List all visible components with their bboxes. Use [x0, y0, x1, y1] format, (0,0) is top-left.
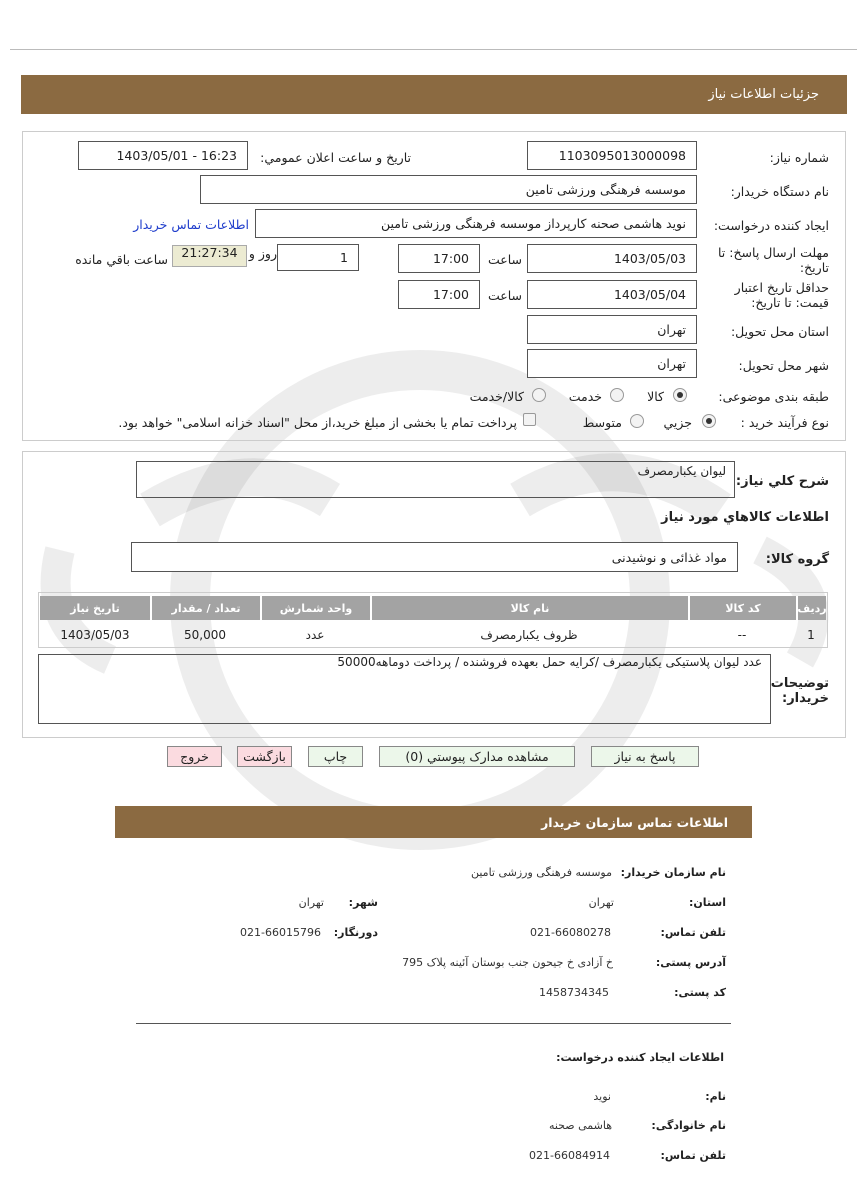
- buyer-org-field[interactable]: موسسه فرهنگی ورزشی تامین: [200, 175, 697, 204]
- contact-phone-label: تلفن تماس:: [660, 926, 726, 939]
- table-header-date: تاريخ نياز: [40, 596, 150, 620]
- print-button[interactable]: چاپ: [308, 746, 363, 767]
- validity-date-field[interactable]: 1403/05/04: [527, 280, 697, 309]
- table-cell-index: 1: [807, 628, 815, 642]
- province-field[interactable]: تهران: [527, 315, 697, 344]
- contact-header: [115, 806, 752, 838]
- buyer-notes-field[interactable]: عدد لیوان پلاستیکی یکبارمصرف /کرایه حمل بعهده فروشنده / پرداخت دوماهه50000: [38, 654, 771, 724]
- process-option-medium: متوسط: [582, 415, 622, 430]
- buyer-contact-link[interactable]: اطلاعات تماس خریدار: [133, 217, 249, 232]
- page-header: [21, 75, 847, 114]
- contact-postal-label: کد پستی:: [674, 986, 726, 999]
- category-radio-service[interactable]: [610, 388, 624, 402]
- table-cell-date: 1403/05/03: [60, 628, 130, 642]
- need-number-field[interactable]: 1103095013000098: [527, 141, 697, 170]
- buyer-org-label: نام دستگاه خریدار:: [730, 184, 829, 199]
- creator-field[interactable]: نوید هاشمی صحنه کارپرداز موسسه فرهنگی ورزشی تامین: [255, 209, 697, 238]
- process-radio-minor[interactable]: [702, 414, 716, 428]
- contact-province-label: استان:: [689, 896, 726, 909]
- contact-phone-value: 021-66080278: [530, 926, 611, 939]
- deadline-time-field[interactable]: 17:00: [398, 244, 480, 273]
- exit-button[interactable]: خروج: [167, 746, 222, 767]
- creator-family-label: نام خانوادگی:: [651, 1119, 726, 1132]
- validity-label: حداقل تاریخ اعتبار قیمت: تا تاریخ:: [734, 280, 829, 310]
- creator-label: ایجاد کننده درخواست:: [713, 218, 829, 233]
- days-label: روز و: [248, 246, 277, 261]
- table-cell-unit: عدد: [305, 628, 325, 642]
- category-label: طبقه بندی موضوعی:: [718, 389, 829, 404]
- table-header-name: نام كالا: [370, 596, 688, 620]
- creator-name-label: نام:: [705, 1090, 726, 1103]
- deadline-date-field[interactable]: 1403/05/03: [527, 244, 697, 273]
- city-field[interactable]: تهران: [527, 349, 697, 378]
- category-option-service: خدمت: [568, 389, 602, 404]
- need-number-label: شماره نیاز:: [769, 150, 829, 165]
- contact-address-value: خ آزادی خ جیحون جنب بوستان آئینه پلاک 795: [402, 956, 613, 969]
- contact-divider: [136, 1023, 731, 1024]
- creator-phone-label: تلفن تماس:: [660, 1149, 726, 1162]
- goods-section-title: اطلاعات كالاهاي مورد نياز: [661, 510, 829, 525]
- contact-org-value: موسسه فرهنگی ورزشی تامین: [470, 866, 612, 879]
- category-radio-both[interactable]: [532, 388, 546, 402]
- announce-field[interactable]: 1403/05/01 - 16:23: [78, 141, 248, 170]
- creator-info-title: اطلاعات ایجاد کننده درخواست:: [556, 1051, 724, 1064]
- top-divider: [10, 49, 857, 50]
- description-label: شرح كلي نياز:: [735, 474, 829, 489]
- remaining-time-field: 21:27:34: [172, 245, 247, 267]
- table-header-qty: تعداد / مقدار: [150, 596, 260, 620]
- remaining-label: ساعت باقي مانده: [75, 252, 168, 267]
- table-header-index: رديف: [796, 596, 826, 620]
- table-header-code: كد كالا: [688, 596, 796, 620]
- remaining-days-field[interactable]: 1: [277, 244, 359, 271]
- contact-title: اطلاعات تماس سازمان خریدار: [541, 814, 728, 830]
- creator-family-value: هاشمی صحنه: [548, 1119, 612, 1132]
- validity-time-field[interactable]: 17:00: [398, 280, 480, 309]
- description-field[interactable]: لیوان یکبارمصرف: [136, 461, 735, 498]
- attachments-button[interactable]: مشاهده مدارک پیوستي (0): [379, 746, 575, 767]
- deadline-time-label: ساعت: [487, 252, 522, 267]
- category-option-goods: کالا: [647, 389, 664, 404]
- buyer-notes-label: توضیحات خریدار:: [770, 676, 829, 706]
- table-cell-code: --: [737, 628, 747, 642]
- creator-phone-value: 021-66084914: [529, 1149, 610, 1162]
- goods-group-field[interactable]: مواد غذائی و نوشیدنی: [131, 542, 738, 572]
- contact-fax-value: 021-66015796: [240, 926, 321, 939]
- validity-time-label: ساعت: [487, 288, 522, 303]
- process-label: نوع فرآیند خرید :: [740, 415, 829, 430]
- contact-city-value: تهران: [298, 896, 324, 909]
- contact-postal-value: 1458734345: [539, 986, 609, 999]
- contact-fax-label: دورنگار:: [333, 926, 378, 939]
- goods-group-label: گروه كالا:: [765, 552, 829, 567]
- back-button[interactable]: بازگشت: [237, 746, 292, 767]
- table-cell-qty: 50,000: [184, 628, 226, 642]
- province-label: استان محل تحویل:: [730, 324, 829, 339]
- treasury-checkbox[interactable]: [523, 413, 536, 426]
- contact-province-value: تهران: [588, 896, 614, 909]
- contact-org-label: نام سازمان خریدار:: [620, 866, 726, 879]
- table-header-unit: واحد شمارش: [260, 596, 370, 620]
- process-option-minor: جزيي: [663, 415, 692, 430]
- announce-label: تاريخ و ساعت اعلان عمومي:: [260, 150, 411, 165]
- table-cell-name: ظروف یکبارمصرف: [480, 628, 578, 642]
- process-radio-medium[interactable]: [630, 414, 644, 428]
- treasury-note: پرداخت تمام یا بخشی از مبلغ خرید،از محل "اسناد خزانه اسلامی" خواهد بود.: [118, 415, 517, 430]
- page-title: جزئیات اطلاعات نیاز: [708, 87, 819, 102]
- deadline-label: مهلت ارسال پاسخ: تا تاریخ:: [718, 245, 829, 275]
- contact-address-label: آدرس پستی:: [655, 956, 726, 969]
- reply-button[interactable]: پاسخ به نياز: [591, 746, 699, 767]
- category-radio-goods[interactable]: [673, 388, 687, 402]
- category-option-both: کالا/خدمت: [469, 389, 524, 404]
- city-label: شهر محل تحویل:: [738, 358, 829, 373]
- creator-name-value: نوید: [593, 1090, 611, 1103]
- contact-city-label: شهر:: [348, 896, 378, 909]
